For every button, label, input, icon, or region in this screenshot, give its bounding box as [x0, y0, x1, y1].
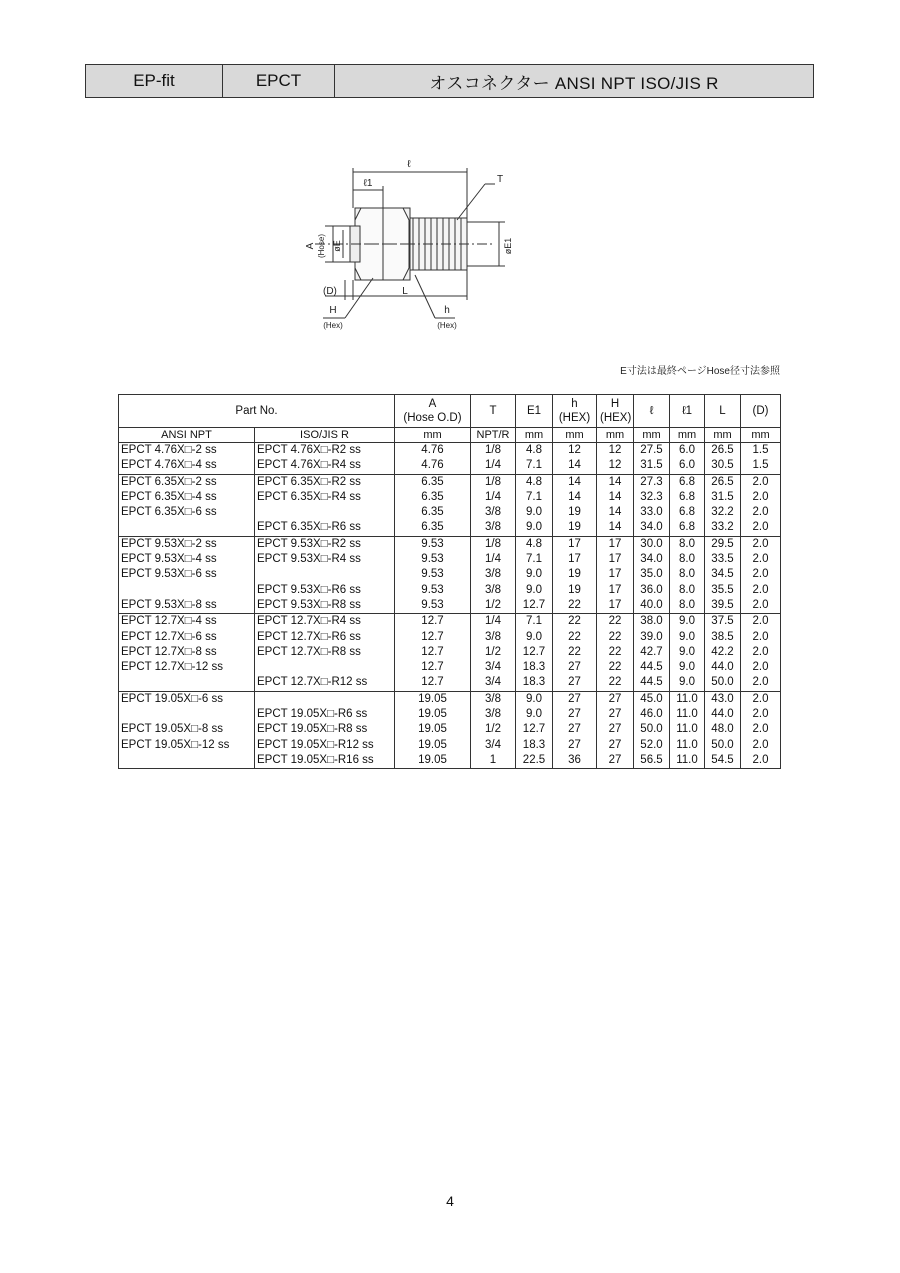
- cell-h: 36: [553, 753, 597, 769]
- cell-l1: 8.0: [670, 598, 705, 614]
- cell-e1: 9.0: [516, 567, 553, 582]
- cell-t: 1/2: [471, 722, 516, 737]
- cell-d: 2.0: [741, 552, 781, 567]
- cell-a: 6.35: [395, 505, 471, 520]
- cell-ansi: [119, 520, 255, 536]
- cell-ansi: EPCT 9.53X□-2 ss: [119, 536, 255, 552]
- cell-iso: [255, 567, 395, 582]
- cell-h: 14: [553, 458, 597, 474]
- cell-ansi: [119, 707, 255, 722]
- cell-h: 22: [597, 675, 634, 691]
- cell-t: 3/4: [471, 675, 516, 691]
- dim-hex-lower-label: (Hex): [437, 321, 457, 330]
- dim-h-upper-label: H: [329, 305, 337, 316]
- cell-t: 3/4: [471, 660, 516, 675]
- header-h-large: H (HEX): [597, 395, 634, 428]
- unit-d: mm: [741, 428, 781, 443]
- cell-a: 9.53: [395, 552, 471, 567]
- table-row: [119, 614, 781, 630]
- cell-l1: 9.0: [670, 675, 705, 691]
- cell-l: 39.0: [634, 630, 670, 645]
- cell-iso: EPCT 9.53X□-R6 ss: [255, 583, 395, 598]
- cell-ansi: EPCT 4.76X□-4 ss: [119, 458, 255, 474]
- cell-e1: 12.7: [516, 722, 553, 737]
- cell-ansi: [119, 583, 255, 598]
- cell-d: 2.0: [741, 536, 781, 552]
- dim-hose-label: (Hose): [317, 233, 326, 259]
- cell-l1: 8.0: [670, 536, 705, 552]
- cell-h: 14: [597, 490, 634, 505]
- page-title: オスコネクター ANSI NPT ISO/JIS R: [429, 73, 719, 93]
- spec-table: [118, 394, 781, 769]
- dim-a-label: A: [305, 242, 316, 250]
- cell-iso: EPCT 12.7X□-R8 ss: [255, 645, 395, 660]
- cell-d: 2.0: [741, 490, 781, 505]
- cell-ansi: EPCT 12.7X□-8 ss: [119, 645, 255, 660]
- series-label: EP-fit: [86, 65, 223, 97]
- cell-e1: 9.0: [516, 583, 553, 598]
- cell-d: 2.0: [741, 474, 781, 490]
- cell-e1: 9.0: [516, 630, 553, 645]
- cell-a: 12.7: [395, 675, 471, 691]
- cell-h: 14: [553, 490, 597, 505]
- cell-t: 1/2: [471, 645, 516, 660]
- cell-l1: 6.8: [670, 490, 705, 505]
- cell-iso: EPCT 19.05X□-R16 ss: [255, 753, 395, 769]
- cell-h: 27: [597, 707, 634, 722]
- dim-l-label: ℓ: [407, 159, 411, 170]
- title-bar: [85, 64, 814, 98]
- cell-l: 35.5: [705, 583, 741, 598]
- cell-h: 27: [553, 691, 597, 707]
- cell-l1: 9.0: [670, 660, 705, 675]
- cell-ansi: EPCT 12.7X□-6 ss: [119, 630, 255, 645]
- cell-l: 48.0: [705, 722, 741, 737]
- cell-l: 37.5: [705, 614, 741, 630]
- cell-iso: [255, 660, 395, 675]
- table-row: [119, 520, 781, 536]
- cell-a: 6.35: [395, 490, 471, 505]
- cell-l1: 6.8: [670, 474, 705, 490]
- cell-l: 43.0: [705, 691, 741, 707]
- cell-l: 44.0: [705, 660, 741, 675]
- cell-l: 36.0: [634, 583, 670, 598]
- unit-big-l: mm: [705, 428, 741, 443]
- cell-e1: 9.0: [516, 707, 553, 722]
- table-row: [119, 474, 781, 490]
- table-row: [119, 645, 781, 660]
- cell-t: 1/4: [471, 458, 516, 474]
- cell-h: 27: [553, 707, 597, 722]
- table-row: [119, 583, 781, 598]
- cell-ansi: EPCT 19.05X□-8 ss: [119, 722, 255, 737]
- cell-a: 6.35: [395, 474, 471, 490]
- dim-l1-label: ℓ1: [363, 178, 373, 189]
- cell-ansi: EPCT 6.35X□-6 ss: [119, 505, 255, 520]
- cell-t: 3/4: [471, 738, 516, 753]
- cell-d: 2.0: [741, 598, 781, 614]
- cell-ansi: EPCT 4.76X□-2 ss: [119, 443, 255, 459]
- dim-hex-upper-label: (Hex): [323, 321, 343, 330]
- cell-d: 2.0: [741, 675, 781, 691]
- cell-h: 14: [597, 505, 634, 520]
- cell-l1: 11.0: [670, 707, 705, 722]
- subheader-iso: ISO/JIS R: [255, 428, 395, 443]
- cell-l1: 6.0: [670, 458, 705, 474]
- cell-t: 3/8: [471, 707, 516, 722]
- cell-l: 35.0: [634, 567, 670, 582]
- cell-d: 2.0: [741, 691, 781, 707]
- cell-iso: EPCT 19.05X□-R6 ss: [255, 707, 395, 722]
- cell-a: 9.53: [395, 536, 471, 552]
- cell-a: 19.05: [395, 753, 471, 769]
- table-row: [119, 536, 781, 552]
- cell-l: 44.5: [634, 675, 670, 691]
- cell-h: 12: [553, 443, 597, 459]
- cell-l1: 8.0: [670, 567, 705, 582]
- table-row: [119, 443, 781, 459]
- model-label: EPCT: [223, 65, 335, 97]
- cell-l: 54.5: [705, 753, 741, 769]
- dim-big-l-label: L: [402, 286, 408, 297]
- cell-e1: 9.0: [516, 505, 553, 520]
- cell-ansi: EPCT 9.53X□-4 ss: [119, 552, 255, 567]
- header-h-small: h (HEX): [553, 395, 597, 428]
- cell-e1: 4.8: [516, 474, 553, 490]
- cell-l: 44.0: [705, 707, 741, 722]
- cell-l: 42.7: [634, 645, 670, 660]
- cell-h: 17: [597, 567, 634, 582]
- unit-h-small: mm: [553, 428, 597, 443]
- cell-d: 1.5: [741, 443, 781, 459]
- cell-l1: 11.0: [670, 691, 705, 707]
- cell-l: 42.2: [705, 645, 741, 660]
- cell-a: 19.05: [395, 691, 471, 707]
- cell-l: 30.5: [705, 458, 741, 474]
- table-row: [119, 753, 781, 769]
- cell-ansi: [119, 675, 255, 691]
- cell-a: 12.7: [395, 645, 471, 660]
- cell-l: 34.5: [705, 567, 741, 582]
- cell-l1: 9.0: [670, 630, 705, 645]
- header-e1: E1: [516, 395, 553, 428]
- cell-l1: 8.0: [670, 552, 705, 567]
- cell-h: 22: [553, 645, 597, 660]
- cell-ansi: EPCT 12.7X□-12 ss: [119, 660, 255, 675]
- cell-h: 17: [597, 598, 634, 614]
- cell-t: 1: [471, 753, 516, 769]
- cell-l1: 8.0: [670, 583, 705, 598]
- cell-iso: EPCT 6.35X□-R4 ss: [255, 490, 395, 505]
- cell-a: 19.05: [395, 722, 471, 737]
- header-part-no: Part No.: [119, 395, 395, 428]
- cell-d: 2.0: [741, 707, 781, 722]
- cell-d: 2.0: [741, 660, 781, 675]
- cell-h: 27: [597, 722, 634, 737]
- header-l1: ℓ1: [670, 395, 705, 428]
- table-row: [119, 707, 781, 722]
- cell-t: 1/8: [471, 536, 516, 552]
- cell-a: 9.53: [395, 583, 471, 598]
- cell-e1: 18.3: [516, 738, 553, 753]
- table-row: [119, 660, 781, 675]
- cell-l: 50.0: [634, 722, 670, 737]
- cell-l: 46.0: [634, 707, 670, 722]
- cell-h: 22: [597, 614, 634, 630]
- cell-e1: 12.7: [516, 645, 553, 660]
- cell-iso: EPCT 12.7X□-R6 ss: [255, 630, 395, 645]
- cell-iso: EPCT 6.35X□-R2 ss: [255, 474, 395, 490]
- cell-l: 44.5: [634, 660, 670, 675]
- cell-h: 27: [597, 738, 634, 753]
- cell-ansi: EPCT 12.7X□-4 ss: [119, 614, 255, 630]
- unit-l1: mm: [670, 428, 705, 443]
- cell-l: 50.0: [705, 675, 741, 691]
- table-row: [119, 722, 781, 737]
- cell-h: 14: [553, 474, 597, 490]
- cell-l: 34.0: [634, 552, 670, 567]
- cell-h: 17: [597, 583, 634, 598]
- cell-iso: EPCT 6.35X□-R6 ss: [255, 520, 395, 536]
- cell-d: 1.5: [741, 458, 781, 474]
- cell-d: 2.0: [741, 583, 781, 598]
- cell-l: 39.5: [705, 598, 741, 614]
- table-row: [119, 552, 781, 567]
- cell-e1: 18.3: [516, 660, 553, 675]
- cell-ansi: EPCT 9.53X□-6 ss: [119, 567, 255, 582]
- cell-a: 19.05: [395, 738, 471, 753]
- cell-l: 31.5: [705, 490, 741, 505]
- cell-h: 19: [553, 567, 597, 582]
- cell-a: 6.35: [395, 520, 471, 536]
- cell-l: 26.5: [705, 443, 741, 459]
- table-row: [119, 567, 781, 582]
- cell-d: 2.0: [741, 630, 781, 645]
- table-row: [119, 458, 781, 474]
- cell-h: 17: [553, 536, 597, 552]
- cell-d: 2.0: [741, 645, 781, 660]
- cell-h: 19: [553, 505, 597, 520]
- table-row: [119, 505, 781, 520]
- unit-a: mm: [395, 428, 471, 443]
- cell-t: 3/8: [471, 520, 516, 536]
- cell-l: 52.0: [634, 738, 670, 753]
- cell-t: 1/4: [471, 614, 516, 630]
- cell-e1: 12.7: [516, 598, 553, 614]
- cell-h: 27: [553, 675, 597, 691]
- cell-l: 34.0: [634, 520, 670, 536]
- table-row: [119, 675, 781, 691]
- cell-l1: 6.8: [670, 520, 705, 536]
- cell-t: 3/8: [471, 583, 516, 598]
- cell-iso: EPCT 4.76X□-R2 ss: [255, 443, 395, 459]
- cell-l1: 9.0: [670, 614, 705, 630]
- cell-h: 12: [597, 443, 634, 459]
- table-row: [119, 691, 781, 707]
- cell-h: 22: [597, 630, 634, 645]
- cell-l: 32.3: [634, 490, 670, 505]
- table-row: [119, 490, 781, 505]
- page-number: 4: [446, 1193, 454, 1209]
- unit-e1: mm: [516, 428, 553, 443]
- cell-l: 56.5: [634, 753, 670, 769]
- cell-l1: 6.0: [670, 443, 705, 459]
- cell-ansi: EPCT 6.35X□-4 ss: [119, 490, 255, 505]
- cell-h: 27: [553, 660, 597, 675]
- cell-d: 2.0: [741, 520, 781, 536]
- cell-l: 33.2: [705, 520, 741, 536]
- cell-iso: EPCT 9.53X□-R8 ss: [255, 598, 395, 614]
- cell-t: 3/8: [471, 630, 516, 645]
- unit-l: mm: [634, 428, 670, 443]
- cell-d: 2.0: [741, 614, 781, 630]
- dim-e-label: øE: [332, 240, 342, 252]
- cell-l: 33.0: [634, 505, 670, 520]
- cell-a: 12.7: [395, 614, 471, 630]
- table-row: [119, 598, 781, 614]
- table-row: [119, 630, 781, 645]
- cell-iso: EPCT 4.76X□-R4 ss: [255, 458, 395, 474]
- cell-e1: 9.0: [516, 520, 553, 536]
- cell-d: 2.0: [741, 753, 781, 769]
- cell-t: 3/8: [471, 505, 516, 520]
- spec-table-body: [119, 443, 781, 769]
- cell-e1: 9.0: [516, 691, 553, 707]
- cell-iso: EPCT 19.05X□-R12 ss: [255, 738, 395, 753]
- cell-ansi: EPCT 19.05X□-12 ss: [119, 738, 255, 753]
- cell-h: 27: [597, 753, 634, 769]
- unit-h-large: mm: [597, 428, 634, 443]
- dim-e1-label: øE1: [503, 237, 513, 255]
- cell-e1: 4.8: [516, 443, 553, 459]
- cell-ansi: EPCT 9.53X□-8 ss: [119, 598, 255, 614]
- cell-a: 9.53: [395, 567, 471, 582]
- cell-l: 50.0: [705, 738, 741, 753]
- cell-h: 17: [553, 552, 597, 567]
- header-d: (D): [741, 395, 781, 428]
- fitting-drawing: [295, 150, 535, 340]
- cell-iso: EPCT 9.53X□-R2 ss: [255, 536, 395, 552]
- cell-h: 19: [553, 520, 597, 536]
- cell-d: 2.0: [741, 567, 781, 582]
- cell-h: 17: [597, 536, 634, 552]
- header-t: T: [471, 395, 516, 428]
- cell-iso: EPCT 19.05X□-R8 ss: [255, 722, 395, 737]
- cell-h: 12: [597, 458, 634, 474]
- table-row: [119, 738, 781, 753]
- cell-h: 14: [597, 520, 634, 536]
- cell-ansi: [119, 753, 255, 769]
- cell-l: 31.5: [634, 458, 670, 474]
- cell-a: 9.53: [395, 598, 471, 614]
- subheader-ansi: ANSI NPT: [119, 428, 255, 443]
- cell-e1: 7.1: [516, 490, 553, 505]
- cell-a: 4.76: [395, 443, 471, 459]
- cell-e1: 7.1: [516, 614, 553, 630]
- cell-l1: 9.0: [670, 645, 705, 660]
- cell-d: 2.0: [741, 738, 781, 753]
- cell-a: 12.7: [395, 630, 471, 645]
- cell-ansi: EPCT 19.05X□-6 ss: [119, 691, 255, 707]
- cell-l: 29.5: [705, 536, 741, 552]
- cell-e1: 7.1: [516, 458, 553, 474]
- cell-l: 27.3: [634, 474, 670, 490]
- cell-l: 32.2: [705, 505, 741, 520]
- cell-t: 3/8: [471, 567, 516, 582]
- cell-l: 33.5: [705, 552, 741, 567]
- cell-iso: EPCT 12.7X□-R4 ss: [255, 614, 395, 630]
- cell-d: 2.0: [741, 505, 781, 520]
- cell-d: 2.0: [741, 722, 781, 737]
- cell-iso: EPCT 9.53X□-R4 ss: [255, 552, 395, 567]
- cell-iso: EPCT 12.7X□-R12 ss: [255, 675, 395, 691]
- cell-iso: [255, 505, 395, 520]
- cell-t: 1/4: [471, 490, 516, 505]
- cell-a: 19.05: [395, 707, 471, 722]
- unit-t: NPT/R: [471, 428, 516, 443]
- cell-h: 22: [553, 598, 597, 614]
- cell-t: 1/8: [471, 443, 516, 459]
- header-l: ℓ: [634, 395, 670, 428]
- cell-e1: 18.3: [516, 675, 553, 691]
- cell-a: 12.7: [395, 660, 471, 675]
- cell-t: 1/2: [471, 598, 516, 614]
- cell-l: 45.0: [634, 691, 670, 707]
- cell-t: 3/8: [471, 691, 516, 707]
- cell-l1: 11.0: [670, 753, 705, 769]
- cell-iso: [255, 691, 395, 707]
- cell-l1: 11.0: [670, 738, 705, 753]
- cell-l1: 11.0: [670, 722, 705, 737]
- cell-h: 14: [597, 474, 634, 490]
- cell-a: 4.76: [395, 458, 471, 474]
- cell-h: 22: [553, 614, 597, 630]
- cell-h: 27: [553, 738, 597, 753]
- cell-l: 27.5: [634, 443, 670, 459]
- cell-h: 22: [553, 630, 597, 645]
- cell-h: 17: [597, 552, 634, 567]
- cell-t: 1/4: [471, 552, 516, 567]
- cell-ansi: EPCT 6.35X□-2 ss: [119, 474, 255, 490]
- cell-h: 19: [553, 583, 597, 598]
- cell-l: 26.5: [705, 474, 741, 490]
- cell-l1: 6.8: [670, 505, 705, 520]
- cell-e1: 7.1: [516, 552, 553, 567]
- dim-t-label: T: [497, 174, 504, 185]
- cell-h: 22: [597, 645, 634, 660]
- dim-d-label: (D): [323, 286, 337, 297]
- cell-l: 38.5: [705, 630, 741, 645]
- cell-e1: 22.5: [516, 753, 553, 769]
- cell-t: 1/8: [471, 474, 516, 490]
- header-big-l: L: [705, 395, 741, 428]
- cell-l: 38.0: [634, 614, 670, 630]
- dimension-note: E寸法は最終ページHose径寸法参照: [620, 366, 780, 377]
- cell-l: 40.0: [634, 598, 670, 614]
- cell-h: 27: [553, 722, 597, 737]
- cell-e1: 4.8: [516, 536, 553, 552]
- cell-h: 22: [597, 660, 634, 675]
- cell-l: 30.0: [634, 536, 670, 552]
- dim-h-lower-label: h: [444, 305, 450, 316]
- header-a: A (Hose O.D): [395, 395, 471, 428]
- cell-h: 27: [597, 691, 634, 707]
